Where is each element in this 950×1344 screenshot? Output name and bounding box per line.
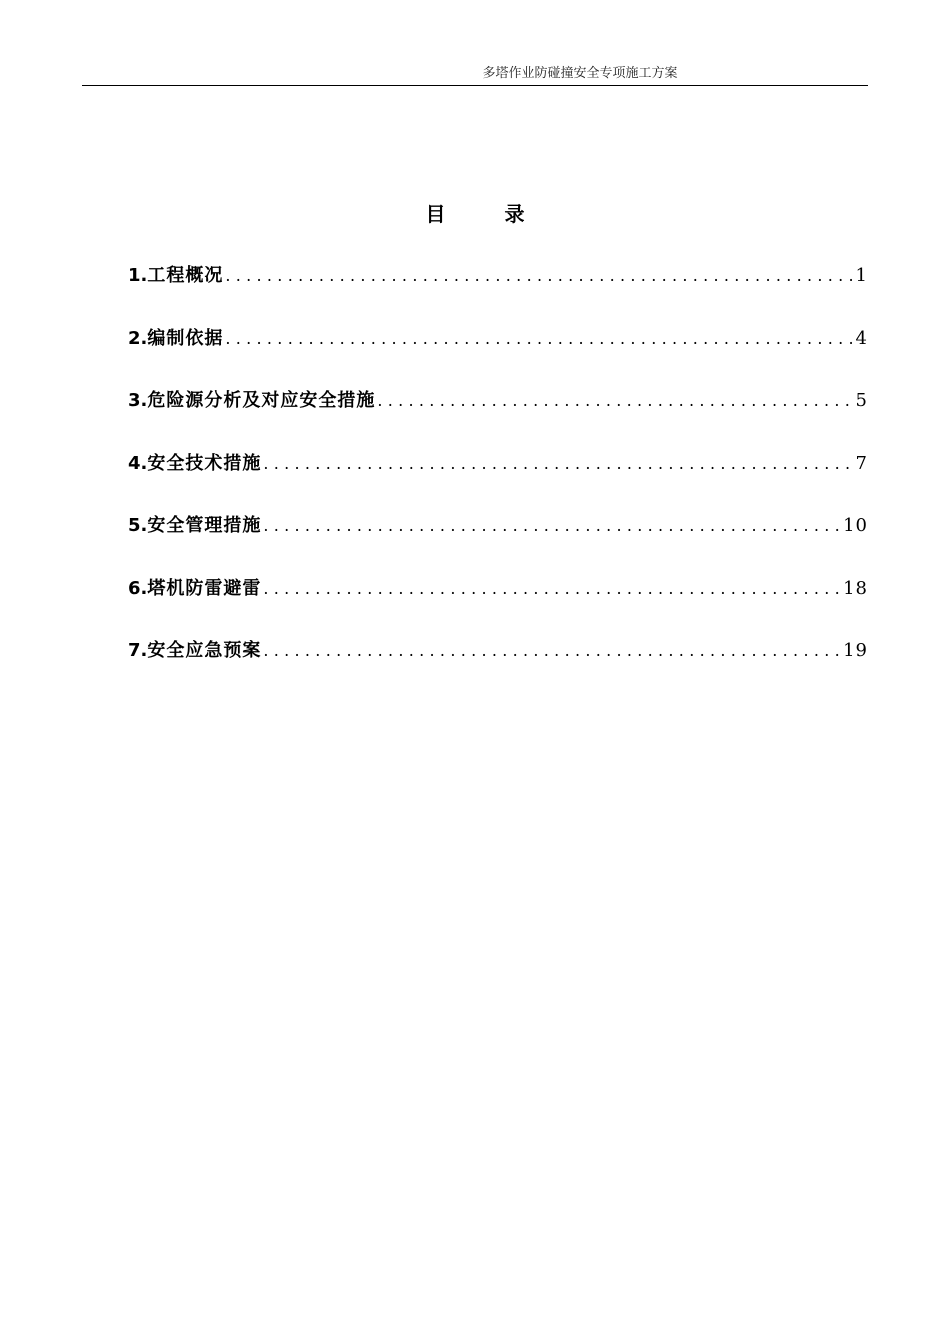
toc-entry-page: 10 (843, 515, 868, 536)
toc-dot-leader (263, 450, 851, 478)
toc-entry-number: 5. (128, 515, 148, 536)
toc-entry-page: 19 (843, 640, 868, 661)
toc-entry[interactable] (128, 387, 868, 450)
toc-dot-leader (263, 575, 839, 603)
toc-entry[interactable] (128, 637, 868, 700)
toc-entry-number: 1. (128, 265, 148, 286)
toc-entry-label: 危险源分析及对应安全措施 (147, 390, 376, 411)
toc-dot-leader (225, 325, 851, 353)
toc-entry-page: 7 (855, 452, 868, 474)
toc-entry[interactable] (128, 575, 868, 638)
toc-entry-label: 安全应急预案 (147, 640, 262, 661)
toc-entry-number: 4. (128, 452, 148, 474)
toc-entry[interactable] (128, 512, 868, 575)
toc-entry-number: 6. (128, 577, 148, 599)
toc-entry-label: 编制依据 (147, 327, 224, 349)
toc-heading: 目 录 (425, 202, 551, 226)
toc-dot-leader (263, 512, 839, 540)
header-divider (82, 85, 868, 86)
toc-entry-page: 1 (855, 265, 868, 286)
toc-entry[interactable] (128, 325, 868, 388)
toc-dot-leader (263, 637, 839, 665)
toc-dot-leader (377, 387, 851, 415)
toc-entry-label: 工程概况 (147, 265, 224, 286)
toc-entry-number: 2. (128, 327, 148, 349)
toc-entry-page: 4 (855, 327, 868, 349)
table-of-contents (128, 262, 868, 700)
toc-entry[interactable] (128, 450, 868, 513)
running-header-title: 多塔作业防碰撞安全专项施工方案 (482, 66, 678, 81)
toc-entry-page: 18 (843, 577, 868, 599)
toc-entry-label: 塔机防雷避雷 (147, 577, 262, 599)
toc-entry-number: 3. (128, 390, 148, 411)
toc-entry-number: 7. (128, 640, 148, 661)
toc-entry-label: 安全管理措施 (147, 515, 262, 536)
toc-entry[interactable] (128, 262, 868, 325)
toc-entry-label: 安全技术措施 (147, 452, 262, 474)
toc-dot-leader (225, 262, 851, 290)
toc-entry-page: 5 (855, 390, 868, 411)
